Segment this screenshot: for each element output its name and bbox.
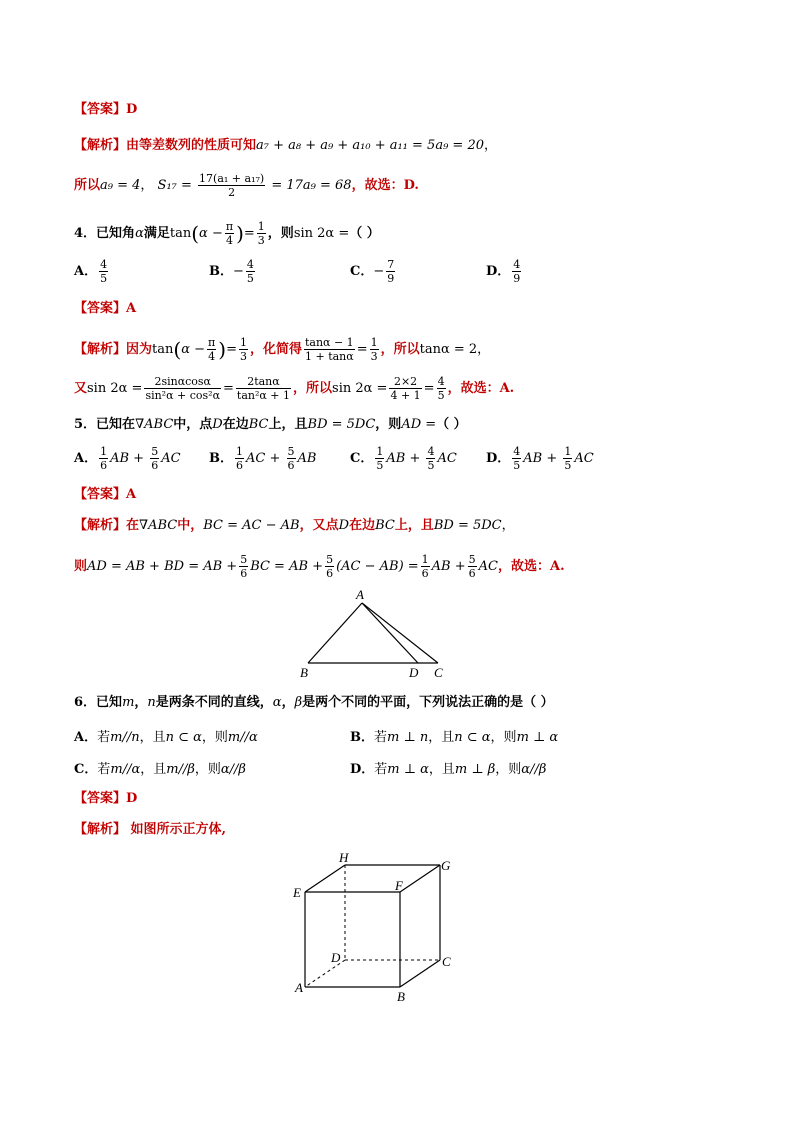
- math-expr: BD = 5DC: [433, 518, 502, 533]
- math-expr: BD = 5DC: [307, 417, 376, 432]
- question-text: ，则: [267, 226, 294, 241]
- answer-tag: 【答案】: [74, 102, 127, 117]
- math-expr: tanα = 2: [419, 342, 478, 357]
- analysis-text: 如图所示正方体,: [126, 822, 227, 837]
- math-symbol: α: [272, 695, 282, 710]
- question-text: 是两个不同的平面，下列说法正确的是（ ）: [302, 695, 554, 710]
- analysis-tag: 【解析】: [74, 518, 127, 533]
- analysis-text: 又: [74, 381, 88, 396]
- q4-analysis-line2: 又sin 2α = $\frac{2\sin\alpha\cos\alpha}{\text{sin²α + cos²α}}$ = $\frac{2\tan\alpha}{\text{tan²α + 1}}$ ，所以sin 2α = $\frac{2\times 2}{4 + 1}$ = $\frac{4}{5}$ ，故选：A.: [74, 375, 515, 402]
- answer-value: D: [126, 791, 138, 806]
- answer-blank: （ ）: [436, 417, 467, 432]
- q4-question: [74, 220, 380, 247]
- label-G: G: [441, 858, 451, 873]
- math-expr: tan(α − $\frac{\pi}{4}$ )= $\frac{1}{3}$: [152, 336, 247, 363]
- answer-value: D: [126, 102, 138, 117]
- question-text: ，则: [375, 417, 402, 432]
- math-symbol: n: [147, 695, 156, 710]
- answer-value: A: [126, 301, 137, 316]
- q3-analysis-line1: [74, 137, 497, 155]
- answer-tag: 【答案】: [74, 301, 127, 316]
- answer-tag: 【答案】: [74, 791, 127, 806]
- math-symbol: β: [294, 695, 303, 710]
- math-expr: AD = AB + BD = AB +: [87, 559, 238, 574]
- label-D: D: [331, 950, 341, 965]
- label-H: H: [339, 850, 349, 865]
- option-b: B．− $\frac{4}{5}$: [209, 258, 254, 285]
- math-expr: AC: [478, 559, 498, 574]
- option-c: C．若m//α，且m//β，则α//β: [74, 762, 246, 777]
- math-expr: tan(α − $\frac{\pi}{4}$ )= $\frac{1}{3}$: [169, 220, 265, 247]
- analysis-punct: ，: [483, 138, 497, 153]
- analysis-text: 则: [74, 559, 88, 574]
- analysis-math: a₇ + a₈ + a₉ + a₁₀ + a₁₁ = 5a₉ = 20: [256, 138, 484, 153]
- analysis-text: ，故选：A.: [497, 559, 565, 574]
- option-c: C． $\frac{1}{5}$ AB + $\frac{4}{5}$ AC: [350, 445, 457, 472]
- label-A: A: [295, 980, 303, 995]
- question-text: 满足: [143, 226, 170, 241]
- math-symbol: ∇ABC: [135, 417, 174, 432]
- math-expr: BC = AB +: [250, 559, 324, 574]
- option-a: A． $\frac{4}{5}$: [74, 258, 108, 285]
- question-text: 在边: [222, 417, 249, 432]
- option-a: A．若m//n，且n ⊂ α，则m//α: [74, 730, 258, 745]
- q3-analysis-line2: 所以a₉ = 4， S₁₇ = $\frac{\text{17(a₁ + a₁₇)}}{2}$ = 17a₉ = 68，故选：D.: [74, 172, 419, 199]
- analysis-tag: 【解析】: [74, 138, 127, 153]
- fraction: $\frac{\tan\alpha - 1}{1 + \tan\alpha}$: [304, 336, 354, 363]
- fraction: $\frac{4}{5}$: [437, 375, 445, 402]
- label-C: C: [442, 954, 451, 969]
- question-text: 是两条不同的直线，: [155, 695, 273, 710]
- option-a: A． $\frac{1}{6}$ AB + $\frac{5}{6}$ AC: [74, 445, 181, 472]
- analysis-text: ，所以: [293, 381, 333, 396]
- analysis-text: 由等差数列的性质可知: [126, 138, 257, 153]
- answer-blank: （ ）: [349, 226, 380, 241]
- math-symbol: m: [122, 695, 135, 710]
- answer-tag: 【答案】: [74, 487, 127, 502]
- fraction: $\frac{2\sin\alpha\cos\alpha}{\text{sin²α + cos²α}}$: [145, 375, 220, 402]
- fraction: $\frac{\text{17(a₁ + a₁₇)}}{2}$: [199, 172, 265, 199]
- label-B: B: [397, 989, 405, 1004]
- question-number: 5．: [74, 417, 97, 432]
- option-b: B．若m ⊥ n，且n ⊂ α，则m ⊥ α: [350, 730, 559, 745]
- analysis-text: 中，: [177, 518, 204, 533]
- math-expr: AB +: [431, 559, 466, 574]
- question-number: 4．: [74, 226, 97, 241]
- cube-figure: [285, 848, 465, 1008]
- label-C: C: [434, 665, 443, 680]
- math-expr: AD =: [401, 417, 437, 432]
- q6-answer-line: [74, 790, 137, 808]
- option-d: D．若m ⊥ α，且m ⊥ β，则α//β: [350, 762, 547, 777]
- answer-value: A: [126, 487, 137, 502]
- analysis-text: ，化简得: [249, 342, 302, 357]
- q3-answer-line: [74, 101, 137, 119]
- q5-analysis-line1: 【解析】在∇ABC中，BC = AC − AB，又点D在边BC上，且BD = 5DC，: [74, 518, 515, 533]
- math-expr: sin 2α =: [332, 381, 388, 396]
- analysis-text: 在: [126, 518, 140, 533]
- analysis-tag: 【解析】: [74, 822, 127, 837]
- label-F: F: [395, 878, 403, 893]
- analysis-text: ，所以: [380, 342, 420, 357]
- label-E: E: [293, 885, 301, 900]
- analysis-text: 在边: [349, 518, 376, 533]
- option-d: D． $\frac{4}{5}$ AB + $\frac{1}{5}$ AC: [486, 445, 594, 472]
- label-B: B: [300, 665, 308, 680]
- analysis-tag: 【解析】: [74, 342, 127, 357]
- math-expr: BC = AC − AB: [203, 518, 300, 533]
- question-text: 中，点: [173, 417, 213, 432]
- q5-analysis-line2: 则AD = AB + BD = AB + $\frac{5}{6}$ BC = AB + $\frac{5}{6}$ (AC − AB) = $\frac{1}{6}$ AB + $\frac{5}{6}$ AC，故选：A.: [74, 553, 565, 580]
- math-symbol: α: [135, 226, 144, 241]
- math-symbol: ∇ABC: [139, 518, 178, 533]
- q4-answer-line: [74, 300, 136, 318]
- q5-question: [74, 416, 467, 434]
- math-expr: (AC − AB) =: [336, 559, 419, 574]
- label-D: D: [409, 665, 419, 680]
- math-symbol: D: [338, 518, 350, 533]
- question-text: 已知: [96, 695, 123, 710]
- analysis-math: = 17a₉ = 68: [271, 178, 352, 193]
- analysis-text: 所以: [74, 178, 101, 193]
- q6-question: 6．已知m，n是两条不同的直线，α，β是两个不同的平面，下列说法正确的是（ ）: [74, 695, 554, 710]
- question-text: 已知在: [96, 417, 136, 432]
- math-symbol: BC: [375, 518, 395, 533]
- triangle-figure: [290, 585, 460, 685]
- analysis-text: ，又点: [299, 518, 339, 533]
- question-text: 上，且: [268, 417, 308, 432]
- analysis-math: a₉ = 4: [100, 178, 141, 193]
- analysis-text: 上，且: [394, 518, 434, 533]
- math-symbol: BC: [248, 417, 269, 432]
- fraction: $\frac{2\tan\alpha}{\text{tan²α + 1}}$: [236, 375, 291, 402]
- q4-analysis-line1: 【解析】因为tan(α − $\frac{\pi}{4}$ )= $\frac{1}{3}$ ，化简得 $\frac{\tan\alpha - 1}{1 + \tan\alpha}$ = $\frac{1}{3}$ ，所以tanα = 2，: [74, 336, 491, 363]
- option-b: B． $\frac{1}{6}$ AC + $\frac{5}{6}$ AB: [209, 445, 317, 472]
- math-expr: sin 2α =: [87, 381, 143, 396]
- label-A: A: [356, 587, 364, 602]
- question-number: 6．: [74, 695, 97, 710]
- q6-analysis-line: [74, 821, 226, 839]
- option-c: C．− $\frac{7}{9}$: [350, 258, 395, 285]
- question-text: 已知角: [96, 226, 136, 241]
- analysis-text: ，故选：A.: [447, 381, 515, 396]
- analysis-text: ，故选：D.: [351, 178, 419, 193]
- math-expr: sin 2α =: [293, 226, 350, 241]
- fraction: $\frac{2\times 2}{4 + 1}$: [390, 375, 421, 402]
- math-symbol: D: [212, 417, 223, 432]
- analysis-text: 因为: [126, 342, 153, 357]
- option-d: D． $\frac{4}{9}$: [486, 258, 521, 285]
- analysis-math: S₁₇ =: [157, 178, 192, 193]
- q5-answer-line: [74, 486, 136, 504]
